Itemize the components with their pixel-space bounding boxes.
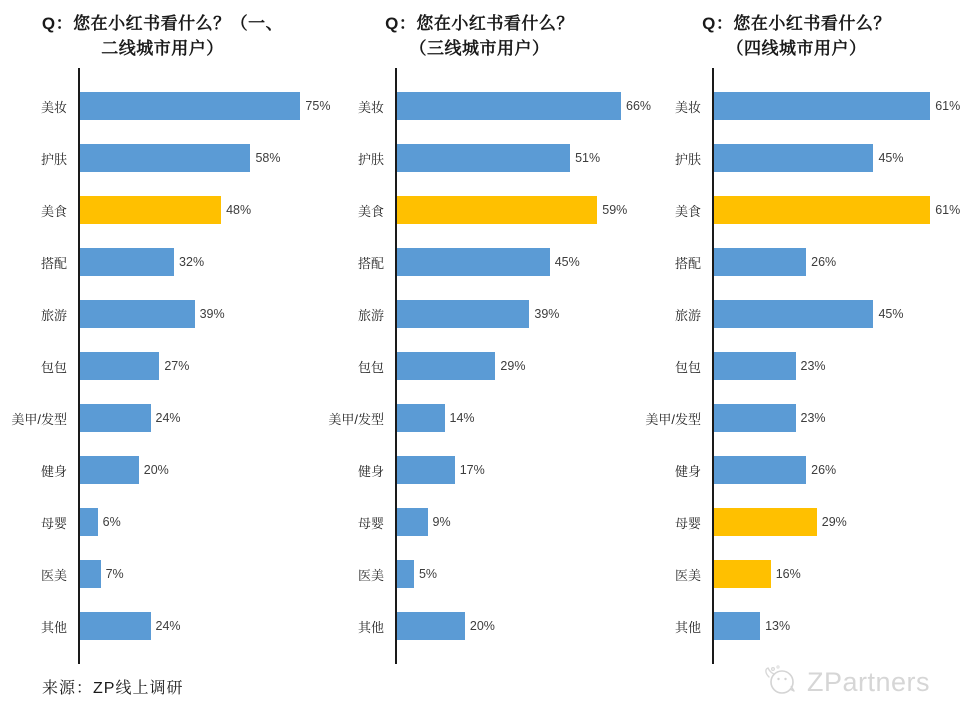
chart-row: [638, 184, 960, 236]
bar: [714, 508, 817, 536]
category-label: 包包: [357, 359, 384, 375]
chart-title: [638, 6, 955, 78]
bar: [714, 612, 760, 640]
chart-row: [321, 340, 638, 392]
bar: [397, 404, 445, 432]
category-label: 医美: [674, 567, 701, 583]
value-label: 45%: [878, 151, 904, 165]
bar: [80, 560, 101, 588]
value-label: 24%: [155, 619, 181, 633]
value-label: 39%: [199, 307, 225, 321]
chart-row: [4, 80, 331, 132]
value-label: 32%: [179, 255, 205, 269]
chart-title-line: （三线城市用户）: [409, 38, 550, 58]
chart-row: [321, 392, 638, 444]
chart-row: [321, 184, 638, 236]
chart-row: [321, 444, 638, 496]
category-label: 护肤: [674, 151, 701, 167]
zpartners-logo: [763, 663, 930, 702]
bar: [80, 352, 159, 380]
category-label: 健身: [674, 463, 701, 479]
bar: [397, 508, 428, 536]
value-label: 23%: [800, 359, 826, 373]
category-label: 母婴: [674, 515, 701, 531]
bar: [714, 144, 873, 172]
chart-row: [638, 496, 955, 548]
value-label: 66%: [626, 99, 652, 113]
value-label: 23%: [800, 411, 826, 425]
value-label: 51%: [575, 151, 601, 165]
source-text: 来源：ZP线上调研: [42, 680, 184, 697]
bar: [714, 404, 796, 432]
chart-row: [321, 600, 638, 652]
bar: [80, 612, 151, 640]
watermark-text: ZPartners: [806, 667, 930, 697]
chart-panel-tier1-2: [4, 6, 331, 652]
value-label: 61%: [935, 203, 960, 217]
whale-icon: [763, 663, 801, 702]
chart-row: [638, 340, 955, 392]
chart-row: [4, 496, 321, 548]
chart-row: [638, 392, 955, 444]
footer: [0, 666, 960, 706]
chart-row: [321, 548, 638, 600]
bar: [80, 196, 221, 224]
value-label: 26%: [811, 255, 837, 269]
chart-title-line: Q：您在小红书看什么？: [385, 14, 574, 33]
bar: [80, 404, 151, 432]
category-label: 医美: [40, 567, 67, 583]
value-label: 20%: [469, 619, 495, 633]
chart-row: [4, 392, 321, 444]
chart-row: [4, 444, 321, 496]
chart-title: [321, 6, 638, 78]
bar: [80, 508, 98, 536]
value-label: 59%: [602, 203, 628, 217]
value-label: 45%: [878, 307, 904, 321]
chart-panel-tier3: [321, 6, 652, 652]
value-label: 9%: [432, 515, 451, 529]
category-label: 其他: [40, 619, 67, 635]
chart-row: [4, 184, 321, 236]
value-label: 58%: [255, 151, 281, 165]
category-label: 包包: [674, 359, 701, 375]
category-label: 包包: [40, 359, 67, 375]
category-label: 护肤: [357, 151, 384, 167]
bar: [714, 92, 930, 120]
bar: [397, 196, 597, 224]
bar: [714, 352, 796, 380]
bar: [397, 92, 621, 120]
chart-row: [4, 548, 321, 600]
chart-row: [638, 80, 960, 132]
value-label: 13%: [765, 619, 791, 633]
chart-title-line: Q：您在小红书看什么？（一、: [41, 14, 284, 33]
chart-row: [638, 132, 955, 184]
chart-title: [4, 6, 321, 78]
category-label: 健身: [40, 463, 67, 479]
bar: [714, 456, 806, 484]
chart-row: [321, 288, 638, 340]
chart-row: [4, 288, 321, 340]
value-label: 16%: [775, 567, 801, 581]
category-label: 医美: [357, 567, 384, 583]
chart-row: [321, 80, 652, 132]
category-label: 搭配: [674, 255, 701, 271]
chart-row: [638, 444, 955, 496]
chart-title-line: 二线城市用户）: [101, 38, 224, 58]
value-label: 29%: [821, 515, 847, 529]
value-label: 27%: [164, 359, 190, 373]
bar: [397, 456, 455, 484]
value-label: 7%: [105, 567, 124, 581]
chart-panel-tier4: [638, 6, 960, 652]
bar: [397, 560, 414, 588]
value-label: 48%: [226, 203, 252, 217]
chart-row: [4, 600, 321, 652]
bar: [80, 144, 250, 172]
value-label: 26%: [811, 463, 837, 477]
bar: [397, 248, 550, 276]
category-label: 美食: [40, 203, 67, 219]
value-label: 24%: [155, 411, 181, 425]
value-label: 29%: [500, 359, 526, 373]
bar-chart: [321, 80, 652, 652]
value-label: 14%: [449, 411, 475, 425]
chart-row: [4, 340, 321, 392]
bar: [80, 300, 195, 328]
category-label: 其他: [674, 619, 701, 635]
chart-row: [638, 288, 955, 340]
category-label: 美甲/发型: [11, 411, 67, 427]
category-label: 美妆: [357, 99, 384, 115]
value-label: 61%: [935, 99, 960, 113]
category-label: 护肤: [40, 151, 67, 167]
chart-row: [321, 132, 638, 184]
value-label: 6%: [102, 515, 121, 529]
chart-row: [638, 600, 955, 652]
category-label: 其他: [357, 619, 384, 635]
value-label: 75%: [305, 99, 331, 113]
bar: [397, 612, 465, 640]
category-label: 旅游: [357, 307, 384, 323]
value-label: 39%: [534, 307, 560, 321]
bar: [714, 300, 873, 328]
bar: [397, 352, 495, 380]
bar: [80, 456, 139, 484]
category-label: 旅游: [674, 307, 701, 323]
value-label: 45%: [554, 255, 580, 269]
bar: [80, 248, 174, 276]
category-label: 美甲/发型: [328, 411, 384, 427]
chart-title-line: （四线城市用户）: [726, 38, 867, 58]
category-label: 健身: [357, 463, 384, 479]
category-label: 美妆: [40, 99, 67, 115]
chart-row: [638, 548, 955, 600]
chart-row: [4, 236, 321, 288]
chart-title-line: Q：您在小红书看什么？: [702, 14, 891, 33]
category-label: 美甲/发型: [645, 411, 701, 427]
category-label: 搭配: [357, 255, 384, 271]
category-label: 美食: [357, 203, 384, 219]
chart-row: [4, 132, 321, 184]
chart-row: [321, 496, 638, 548]
category-label: 母婴: [357, 515, 384, 531]
category-label: 美食: [674, 203, 701, 219]
bar-chart: [638, 80, 960, 652]
bar: [714, 248, 806, 276]
category-label: 旅游: [40, 307, 67, 323]
value-label: 5%: [418, 567, 438, 581]
value-label: 17%: [459, 463, 485, 477]
category-label: 母婴: [40, 515, 67, 531]
bar: [397, 300, 529, 328]
category-label: 美妆: [674, 99, 701, 115]
bar-chart: [4, 80, 331, 652]
bar: [80, 92, 300, 120]
bar: [714, 196, 930, 224]
chart-row: [321, 236, 638, 288]
bar: [714, 560, 771, 588]
bar: [397, 144, 570, 172]
category-label: 搭配: [40, 255, 67, 271]
value-label: 20%: [143, 463, 169, 477]
chart-row: [638, 236, 955, 288]
